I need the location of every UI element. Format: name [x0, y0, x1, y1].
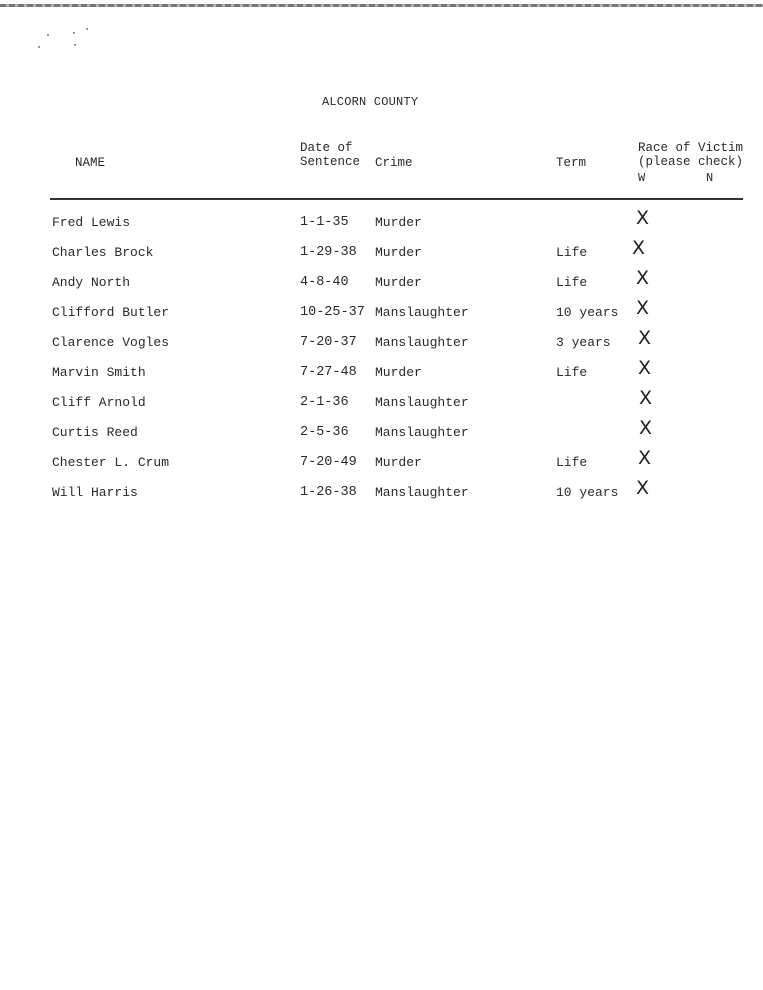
race-check-mark: X	[636, 267, 650, 289]
row-name: Clifford Butler	[52, 305, 170, 320]
row-date: 7-20-37	[300, 335, 357, 350]
row-term: Life	[556, 275, 588, 290]
table-row	[0, 207, 763, 235]
scan-speck	[74, 44, 76, 46]
scan-speck	[38, 46, 40, 48]
column-header-name: NAME	[75, 156, 106, 170]
row-term: Life	[556, 245, 588, 260]
column-header-race	[638, 141, 743, 169]
scan-speck	[47, 34, 49, 36]
row-term: 3 years	[556, 335, 611, 350]
row-term: 10 years	[556, 305, 619, 320]
row-date: 1-1-35	[300, 215, 349, 230]
row-crime: Manslaughter	[375, 485, 469, 500]
row-date: 7-27-48	[300, 365, 357, 380]
column-header-race-line2: (please check)	[638, 155, 744, 169]
column-header-race-line1: Race of Victim	[638, 141, 744, 155]
row-crime: Murder	[375, 275, 422, 290]
row-crime: Murder	[375, 455, 422, 470]
race-check-mark: X	[639, 387, 653, 409]
top-edge-rule	[0, 4, 763, 7]
table-row	[0, 447, 763, 475]
row-name: Cliff Arnold	[52, 395, 146, 410]
race-check-mark: X	[636, 207, 650, 229]
row-name: Charles Brock	[52, 245, 154, 260]
race-check-mark: X	[638, 327, 652, 349]
table-row	[0, 417, 763, 445]
column-header-date	[300, 141, 360, 169]
page-title: ALCORN COUNTY	[322, 95, 419, 109]
column-header-term: Term	[556, 156, 587, 170]
row-crime: Manslaughter	[375, 335, 469, 350]
race-check-mark: X	[638, 447, 652, 469]
race-check-mark: X	[632, 237, 646, 259]
scan-speck	[86, 28, 88, 30]
header-divider	[50, 198, 743, 200]
row-crime: Manslaughter	[375, 425, 469, 440]
column-header-date-line1: Date of	[300, 141, 353, 155]
row-name: Fred Lewis	[52, 215, 131, 230]
row-name: Clarence Vogles	[52, 335, 170, 350]
row-date: 7-20-49	[300, 455, 357, 470]
row-date: 1-26-38	[300, 485, 357, 500]
table-row	[0, 387, 763, 415]
table-row	[0, 297, 763, 325]
column-header-date-line2: Sentence	[300, 155, 361, 169]
row-term: Life	[556, 365, 588, 380]
table-row	[0, 477, 763, 505]
row-date: 10-25-37	[300, 305, 365, 320]
table-row	[0, 237, 763, 265]
row-crime: Murder	[375, 215, 422, 230]
column-header-crime: Crime	[375, 156, 413, 170]
table-row	[0, 327, 763, 355]
row-crime: Murder	[375, 365, 422, 380]
row-name: Curtis Reed	[52, 425, 138, 440]
column-header-race-w: W	[638, 171, 646, 185]
row-name: Andy North	[52, 275, 131, 290]
row-term: Life	[556, 455, 588, 470]
scan-speck	[73, 32, 75, 34]
row-name: Chester L. Crum	[52, 455, 170, 470]
table-row	[0, 267, 763, 295]
row-date: 2-5-36	[300, 425, 349, 440]
race-check-mark: X	[638, 357, 652, 379]
row-name: Will Harris	[52, 485, 138, 500]
row-name: Marvin Smith	[52, 365, 146, 380]
row-crime: Manslaughter	[375, 305, 469, 320]
race-check-mark: X	[636, 477, 650, 499]
row-date: 4-8-40	[300, 275, 349, 290]
row-date: 1-29-38	[300, 245, 357, 260]
row-crime: Manslaughter	[375, 395, 469, 410]
race-check-mark: X	[636, 297, 650, 319]
column-header-race-n: N	[706, 171, 714, 185]
row-term: 10 years	[556, 485, 619, 500]
table-row	[0, 357, 763, 385]
row-crime: Murder	[375, 245, 422, 260]
race-check-mark: X	[639, 417, 653, 439]
row-date: 2-1-36	[300, 395, 349, 410]
